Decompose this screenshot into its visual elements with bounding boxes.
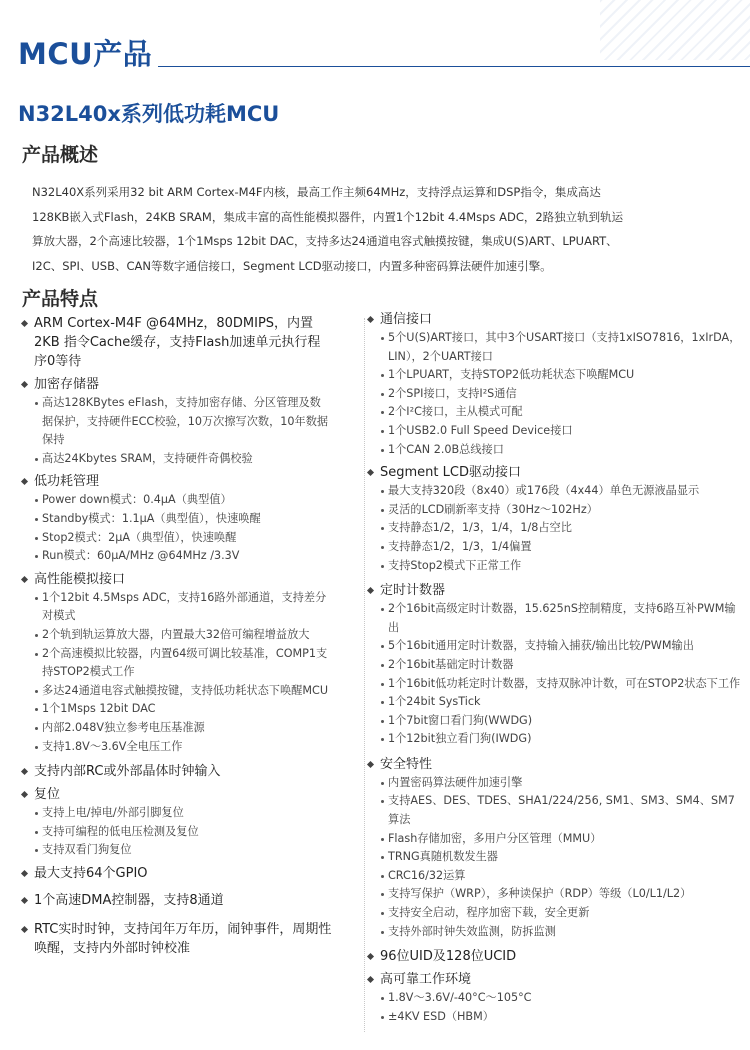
feature-item-text: 高达128KBytes eFlash，支持加密存储、分区管理及数据保护，支持硬件ECC校验，10万次擦写次数，10年数据保持 [42, 396, 329, 447]
feature-item-text: 内部2.048V独立参考电压基准源 [42, 720, 205, 734]
diamond-bullet-icon [21, 926, 28, 933]
feature-item-text: Stop2模式：2μA（典型值），快速唤醒 [42, 530, 237, 544]
feature-item [20, 700, 332, 719]
feature-item-text: 支持上电/掉电/外部引脚复位 [42, 806, 184, 820]
feature-item [20, 491, 332, 510]
feature-item [366, 519, 746, 538]
diamond-bullet-icon [367, 587, 374, 594]
overview-line: N32L40X系列采用32 bit ARM Cortex-M4F内核，最高工作主频64MHz，支持浮点运算和DSP指令，集成高达 [32, 185, 601, 199]
feature-title [20, 762, 332, 781]
feature-group [20, 891, 332, 910]
feature-item [366, 329, 746, 366]
dot-bullet-icon [35, 518, 38, 521]
feature-item [366, 923, 746, 942]
feature-item-text: 支持AES、DES、TDES、SHA1/224/256, SM1、SM3、SM4、SM7算法 [388, 794, 735, 827]
dot-bullet-icon [35, 727, 38, 730]
diamond-bullet-icon [367, 976, 374, 983]
overview-line: 128KB嵌入式Flash，24KB SRAM，集成丰富的高性能模拟器件，内置1个12bit 4.4Msps ADC，2路独立轨到轨运 [32, 209, 624, 224]
feature-title-text: 通信接口 [380, 312, 433, 327]
feature-item-text: 多达24通道电容式触摸按键，支持低功耗状态下唤醒MCU [42, 683, 329, 697]
feature-item-text: 1个USB2.0 Full Speed Device接口 [388, 423, 573, 437]
overview-line: I2C、SPI、USB、CAN等数字通信接口，Segment LCD驱动接口，内置多种密码算法硬件加速引擎。 [32, 258, 552, 273]
diamond-bullet-icon [21, 791, 28, 798]
feature-title [366, 947, 746, 966]
feature-item-text: 1个12bit 4.5Msps ADC，支持16路外部通道，支持差分对模式 [42, 590, 327, 623]
feature-title-text: 高可靠工作环境 [380, 972, 472, 988]
dot-bullet-icon [381, 738, 384, 741]
diamond-bullet-icon [367, 316, 374, 323]
feature-title [20, 314, 332, 371]
diamond-bullet-icon [21, 870, 28, 877]
feature-item [366, 830, 746, 849]
feature-item [366, 774, 746, 793]
feature-title [20, 472, 332, 491]
feature-item-text: 内置密码算法硬件加速引擎 [388, 775, 523, 789]
dot-bullet-icon [35, 555, 38, 558]
dot-bullet-icon [381, 337, 384, 340]
feature-group [20, 570, 332, 756]
feature-item [20, 719, 332, 738]
dot-bullet-icon [381, 449, 384, 452]
dot-bullet-icon [35, 634, 38, 637]
feature-title-text: 96位UID及128位UCID [380, 949, 517, 965]
feature-group [366, 970, 746, 1026]
feature-item-text: 高达24Kbytes SRAM，支持硬件奇偶校验 [42, 451, 253, 465]
feature-item-text: 支持双看门狗复位 [42, 843, 132, 857]
dot-bullet-icon [381, 546, 384, 549]
feature-group [20, 375, 332, 468]
feature-title [20, 864, 332, 883]
feature-item [366, 637, 746, 656]
feature-title-text: 低功耗管理 [34, 474, 100, 490]
feature-item [20, 645, 332, 682]
feature-item-text: 支持安全启动，程序加密下载，安全更新 [388, 906, 590, 920]
feature-item-text: 1个LPUART，支持STOP2低功耗状态下唤醒MCU [388, 368, 635, 382]
dot-bullet-icon [381, 490, 384, 493]
feature-item [366, 904, 746, 923]
feature-group [366, 310, 746, 459]
feature-item [366, 482, 746, 501]
feature-item-text: 2个16bit高级定时计数器，15.625nS控制精度，支持6路互补PWM输出 [388, 602, 736, 634]
feature-item [366, 989, 746, 1008]
feature-item [366, 1008, 746, 1027]
feature-item-text: TRNG真随机数发生器 [388, 850, 498, 864]
dot-bullet-icon [35, 812, 38, 815]
feature-group [366, 463, 746, 575]
dot-bullet-icon [381, 997, 384, 1000]
feature-item [366, 730, 746, 749]
feature-item [20, 394, 332, 450]
feature-item-text: 支持外部时钟失效监测，防拆监测 [388, 924, 556, 938]
feature-item [366, 848, 746, 867]
feature-item [20, 738, 332, 757]
feature-title-text: 高性能模拟接口 [34, 571, 126, 587]
feature-title-text: 加密存储器 [34, 377, 100, 392]
dot-bullet-icon [381, 393, 384, 396]
feature-item-text: 支持可编程的低电压检测及复位 [42, 824, 199, 838]
feature-item-text: 1.8V～3.6V/-40°C～105°C [388, 991, 532, 1005]
feature-item-text: 支持Stop2模式下正常工作 [388, 558, 522, 572]
feature-group [366, 581, 746, 749]
dot-bullet-icon [381, 430, 384, 433]
dot-bullet-icon [381, 1016, 384, 1019]
feature-title [366, 581, 746, 600]
feature-item [20, 510, 332, 529]
feature-item [366, 712, 746, 731]
feature-item [366, 693, 746, 712]
feature-item [366, 385, 746, 404]
feature-title [366, 310, 746, 329]
dot-bullet-icon [381, 838, 384, 841]
feature-title-text: 最大支持64个GPIO [34, 865, 148, 881]
feature-group [20, 864, 332, 883]
feature-item-text: 最大支持320段（8x40）或176段（4x44）单色无源液晶显示 [388, 484, 700, 498]
dot-bullet-icon [35, 537, 38, 540]
features-right-column [366, 310, 746, 1026]
feature-item [366, 538, 746, 557]
feature-item [20, 547, 332, 566]
feature-item [20, 682, 332, 701]
feature-item [20, 529, 332, 548]
diamond-bullet-icon [367, 953, 374, 960]
feature-item [366, 422, 746, 441]
dot-bullet-icon [381, 720, 384, 723]
feature-item-text: ±4KV ESD（HBM） [388, 1009, 494, 1023]
feature-item [366, 600, 746, 637]
feature-item-text: CRC16/32运算 [388, 868, 466, 882]
dot-bullet-icon [381, 893, 384, 896]
feature-item [20, 823, 332, 842]
dot-bullet-icon [35, 597, 38, 600]
feature-item-text: 1个CAN 2.0B总线接口 [388, 442, 504, 456]
feature-item [20, 841, 332, 860]
features-heading: 产品特点 [22, 288, 99, 310]
feature-item [366, 557, 746, 576]
dot-bullet-icon [35, 402, 38, 405]
feature-item [366, 885, 746, 904]
feature-item-text: 2个16bit基础定时计数器 [388, 657, 514, 671]
feature-title [366, 970, 746, 989]
feature-item-text: Power down模式：0.4μA（典型值） [42, 493, 232, 507]
dot-bullet-icon [35, 746, 38, 749]
feature-title-text: RTC实时时钟，支持闰年万年历，闹钟事件，周期性唤醒，支持内外部时钟校准 [34, 921, 332, 956]
brand-title: MCU产品 [18, 37, 153, 71]
feature-title [20, 920, 332, 958]
header-bar [0, 0, 750, 92]
diamond-bullet-icon [21, 478, 28, 485]
diamond-bullet-icon [367, 469, 374, 476]
dot-bullet-icon [381, 608, 384, 611]
feature-item [366, 675, 746, 694]
diamond-bullet-icon [21, 320, 28, 327]
dot-bullet-icon [381, 912, 384, 915]
feature-item-text: 1个7bit窗口看门狗(WWDG) [388, 713, 533, 727]
feature-title [20, 891, 332, 910]
feature-item [366, 501, 746, 520]
feature-item [20, 626, 332, 645]
feature-title [20, 785, 332, 804]
overview-text [32, 180, 732, 278]
dot-bullet-icon [381, 856, 384, 859]
dot-bullet-icon [381, 509, 384, 512]
dot-bullet-icon [381, 664, 384, 667]
overview-heading: 产品概述 [22, 144, 99, 166]
features-left-column [20, 314, 332, 958]
feature-item-text: 支持写保护（WRP），多种读保护（RDP）等级（L0/L1/L2） [388, 887, 692, 901]
feature-item-text: 1个16bit低功耗定时计数器，支持双脉冲计数，可在STOP2状态下工作 [388, 676, 741, 690]
header-divider [158, 66, 750, 67]
dot-bullet-icon [35, 499, 38, 502]
dot-bullet-icon [381, 875, 384, 878]
feature-title-text: 1个高速DMA控制器，支持8通道 [34, 892, 224, 908]
dot-bullet-icon [381, 931, 384, 934]
feature-item-text: Flash存储加密，多用户分区管理（MMU） [388, 831, 602, 845]
decorative-stripes [600, 0, 750, 60]
feature-title [20, 375, 332, 394]
feature-group [20, 314, 332, 371]
feature-group [366, 947, 746, 966]
feature-item-text: 1个12bit独立看门狗(IWDG) [388, 732, 532, 746]
watermark: ​ [585, 995, 595, 1020]
feature-item-text: 5个16bit通用定时计数器，支持输入捕获/输出比较/PWM输出 [388, 639, 694, 653]
dot-bullet-icon [381, 701, 384, 704]
feature-item [20, 450, 332, 469]
dot-bullet-icon [381, 411, 384, 414]
feature-title [366, 755, 746, 774]
diamond-bullet-icon [21, 768, 28, 775]
feature-item [366, 656, 746, 675]
dot-bullet-icon [35, 458, 38, 461]
feature-item [20, 589, 332, 626]
feature-item [20, 804, 332, 823]
feature-item [366, 792, 746, 829]
dot-bullet-icon [35, 849, 38, 852]
feature-item [366, 867, 746, 886]
feature-item-text: 支持静态1/2，1/3，1/4，1/8占空比 [388, 521, 572, 535]
feature-title-text: 安全特性 [380, 756, 433, 772]
feature-title-text: 复位 [34, 787, 61, 803]
feature-item-text: 2个高速模拟比较器，内置64级可调比较基准，COMP1支持STOP2模式工作 [42, 646, 328, 679]
product-title: N32L40x系列低功耗MCU [18, 102, 280, 126]
dot-bullet-icon [35, 653, 38, 656]
feature-group [20, 762, 332, 781]
feature-item-text: 5个U(S)ART接口，其中3个USART接口（支持1xISO7816，1xIrDA，LIN），2个UART接口 [388, 331, 741, 363]
dot-bullet-icon [381, 800, 384, 803]
feature-title-text: 定时计数器 [380, 583, 446, 599]
feature-item-text: 支持静态1/2，1/3，1/4偏置 [388, 539, 532, 553]
diamond-bullet-icon [367, 761, 374, 768]
feature-item [366, 441, 746, 460]
dot-bullet-icon [35, 690, 38, 693]
dot-bullet-icon [35, 708, 38, 711]
feature-item [366, 403, 746, 422]
dot-bullet-icon [381, 374, 384, 377]
feature-item-text: Standby模式：1.1μA（典型值），快速唤醒 [42, 511, 261, 525]
dot-bullet-icon [381, 527, 384, 530]
diamond-bullet-icon [21, 897, 28, 904]
feature-title-text: 支持内部RC或外部晶体时钟输入 [34, 764, 221, 780]
feature-item-text: Run模式：60μA/MHz @64MHz /3.3V [42, 549, 240, 563]
feature-item-text: 2个轨到轨运算放大器，内置最大32倍可编程增益放大 [42, 627, 310, 641]
feature-item-text: 2个SPI接口，支持I²S通信 [388, 386, 517, 400]
feature-title-text: Segment LCD驱动接口 [380, 465, 521, 481]
feature-item-text: 1个1Msps 12bit DAC [42, 702, 156, 716]
dot-bullet-icon [381, 683, 384, 686]
dot-bullet-icon [381, 782, 384, 785]
feature-item-text: 1个24bit SysTick [388, 695, 481, 709]
feature-group [366, 755, 746, 941]
feature-title-text: ARM Cortex-M4F @64MHz，80DMIPS，内置 2KB 指令Cache缓存，支持Flash加速单元执行程序0等待 [34, 316, 321, 369]
feature-group [20, 472, 332, 565]
dot-bullet-icon [35, 831, 38, 834]
feature-item-text: 支持1.8V～3.6V全电压工作 [42, 739, 183, 753]
feature-title [20, 570, 332, 589]
feature-title [366, 463, 746, 482]
feature-item-text: 2个I²C接口，主从模式可配 [388, 405, 523, 419]
feature-group [20, 920, 332, 958]
diamond-bullet-icon [21, 381, 28, 388]
feature-item [366, 366, 746, 385]
dot-bullet-icon [381, 645, 384, 648]
feature-item-text: 灵活的LCD刷新率支持（30Hz～102Hz） [388, 502, 598, 516]
dot-bullet-icon [381, 565, 384, 568]
diamond-bullet-icon [21, 576, 28, 583]
overview-line: 算放大器，2个高速比较器，1个1Msps 12bit DAC，支持多达24通道电容式触摸按键，集成U(S)ART、LPUART、 [32, 234, 618, 248]
feature-group [20, 785, 332, 860]
